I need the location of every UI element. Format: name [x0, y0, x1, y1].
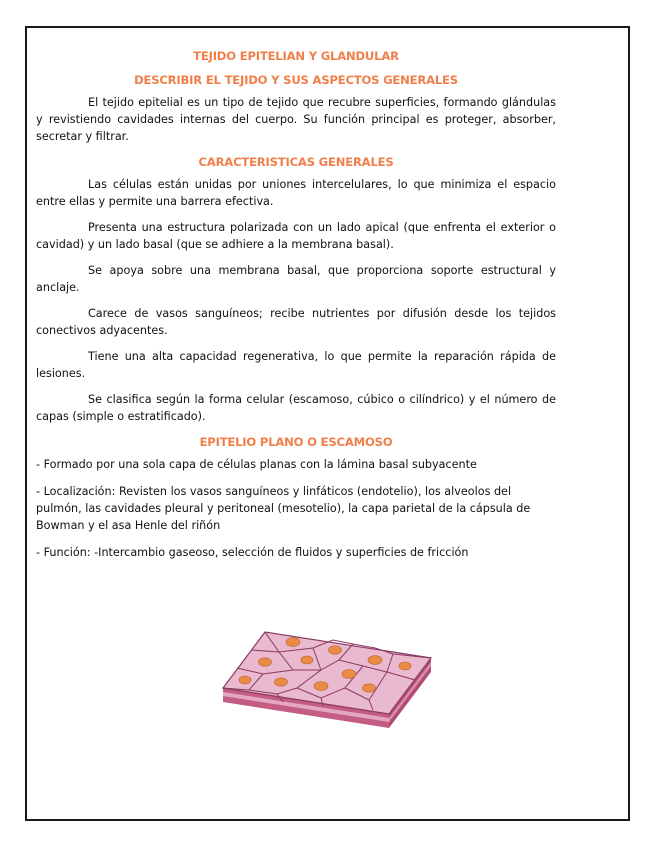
- characteristic-paragraph: Tiene una alta capacidad regenerativa, lo que permite la reparación rápida de lesiones.: [36, 350, 556, 380]
- characteristic-paragraph: Se clasifica según la forma celular (escamoso, cúbico o cilíndrico) y el número de capas (simple o estratificado).: [36, 393, 556, 423]
- document-title: TEJIDO EPITELIAN Y GLANDULAR: [193, 49, 399, 63]
- description-paragraph: El tejido epitelial es un tipo de tejido que recubre superficies, formando glándulas y revistiendo cavidades internas del cuerpo. Su función principal es proteger, absorber, secretar y filtrar.: [36, 96, 556, 143]
- squamous-item: - Localización: Revisten los vasos sanguíneos y linfáticos (endotelio), los alveolos del pulmón, las cavidades pleural y peritoneal (mesotelio), la capa parietal de la cápsula de Bowman y el asa Henle del riñón: [36, 485, 531, 532]
- section-heading-description: DESCRIBIR EL TEJIDO Y SUS ASPECTOS GENERALES: [134, 73, 458, 87]
- squamous-item: - Formado por una sola capa de células planas con la lámina basal subyacente: [36, 458, 477, 471]
- section-heading-squamous: EPITELIO PLANO O ESCAMOSO: [199, 435, 393, 449]
- squamous-epithelium-illustration: [193, 618, 437, 728]
- characteristic-paragraph: Presenta una estructura polarizada con un lado apical (que enfrenta el exterior o cavidad) y un lado basal (que se adhiere a la membrana basal).: [36, 221, 556, 251]
- section-heading-characteristics: CARACTERISTICAS GENERALES: [198, 155, 394, 169]
- document-content: [36, 48, 556, 571]
- squamous-item: - Función: -Intercambio gaseoso, selección de fluidos y superficies de fricción: [36, 546, 469, 559]
- characteristic-paragraph: Las células están unidas por uniones intercelulares, lo que minimiza el espacio entre ellas y permite una barrera efectiva.: [36, 178, 556, 208]
- characteristic-paragraph: Carece de vasos sanguíneos; recibe nutrientes por difusión desde los tejidos conectivos adyacentes.: [36, 307, 556, 337]
- characteristic-paragraph: Se apoya sobre una membrana basal, que proporciona soporte estructural y anclaje.: [36, 264, 556, 294]
